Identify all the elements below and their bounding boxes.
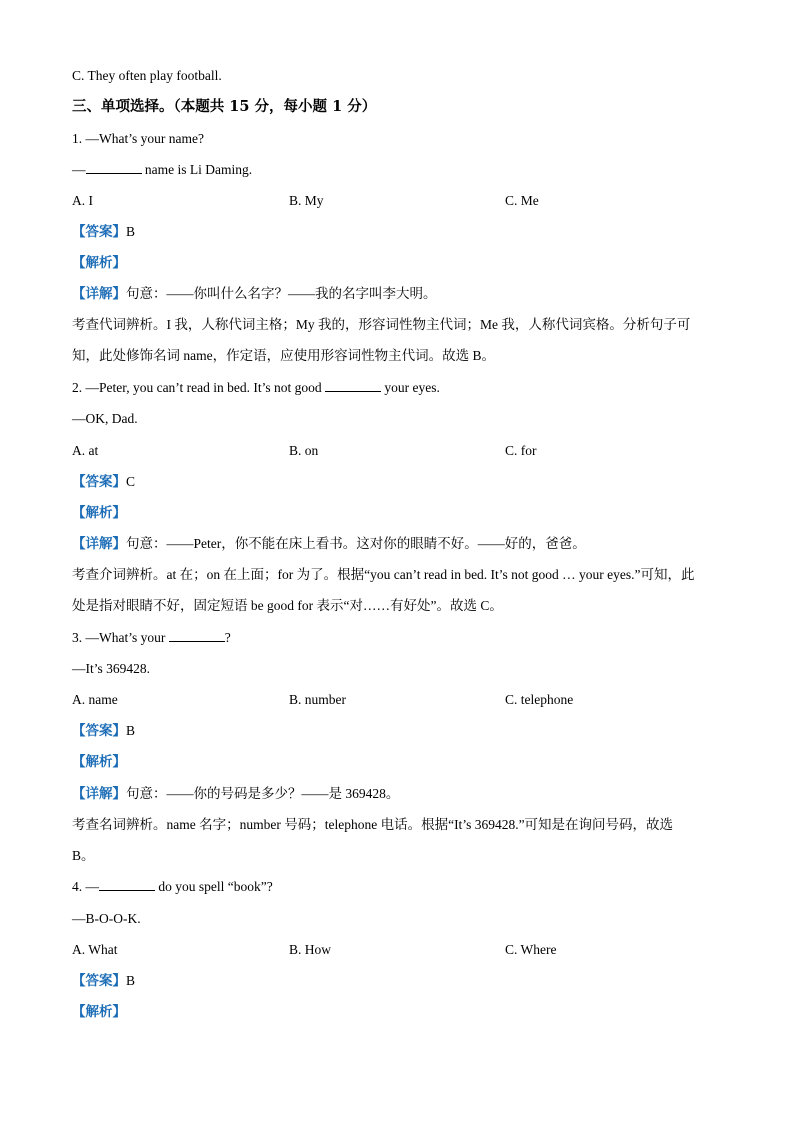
- question-4-blank: [99, 878, 155, 891]
- question-2-explanation-2: 处是指对眼睛不好，固定短语 be good for 表示“对……有好处”。故选 C。: [72, 598, 503, 613]
- question-2-option-a: A. at: [72, 443, 99, 458]
- question-1-answer-value: B: [126, 224, 136, 239]
- question-3-blank: [169, 629, 225, 642]
- question-3-detail-text: 句意：——你的号码是多少？——是 369428。: [126, 786, 400, 801]
- question-1-option-c: C. Me: [505, 193, 539, 208]
- question-4-answer-value: B: [126, 973, 136, 988]
- question-2-line-2: —OK, Dad.: [72, 411, 138, 426]
- question-1-line-2: [72, 161, 722, 179]
- analysis-label: 【解析】: [72, 1004, 126, 1019]
- question-1-option-b: B. My: [289, 193, 324, 208]
- question-3-explanation-2: B。: [72, 848, 95, 863]
- answer-label: 【答案】: [72, 474, 126, 489]
- question-4-stem-before: 4. —: [72, 879, 99, 894]
- question-1-stem: 1. —What’s your name?: [72, 131, 204, 146]
- question-2-answer: [72, 473, 722, 491]
- question-1-explanation-2: 知，此处修饰名词 name，作定语，应使用形容词性物主代词。故选 B。: [72, 348, 495, 363]
- question-4-analysis: [72, 1003, 722, 1021]
- question-3-answer: [72, 722, 722, 740]
- question-3-detail: [72, 785, 722, 803]
- question-1-dash: —: [72, 162, 86, 177]
- question-1-detail: [72, 285, 722, 303]
- question-2-stem: [72, 379, 722, 397]
- question-2-stem-before: 2. —Peter, you can’t read in bed. It’s not good: [72, 380, 326, 395]
- analysis-label: 【解析】: [72, 255, 126, 270]
- question-1-line-2-text: name is Li Daming.: [141, 162, 253, 177]
- question-4-option-a: A. What: [72, 942, 118, 957]
- question-3-line-2: —It’s 369428.: [72, 661, 151, 676]
- answer-label: 【答案】: [72, 723, 126, 738]
- question-3-option-a: A. name: [72, 692, 118, 707]
- analysis-label: 【解析】: [72, 505, 126, 520]
- question-3-explanation: 考查名词辨析。name 名字；number 号码；telephone 电话。根据“It’s 369428.”可知是在询问号码，故选: [72, 817, 674, 832]
- question-4-option-c: C. Where: [505, 942, 557, 957]
- question-1-analysis: [72, 254, 722, 272]
- question-3-stem-after: ?: [224, 630, 231, 645]
- carry-over-option-c: C. They often play football.: [72, 68, 222, 83]
- analysis-label: 【解析】: [72, 754, 126, 769]
- question-2-detail: [72, 535, 722, 553]
- question-4-answer: [72, 972, 722, 990]
- question-3-option-c: C. telephone: [505, 692, 574, 707]
- question-3-answer-value: B: [126, 723, 136, 738]
- detail-label: 【详解】: [72, 786, 126, 801]
- question-1-explanation: 考查代词辨析。I 我，人称代词主格；My 我的，形容词性物主代词；Me 我，人称代词宾格。分析句子可: [72, 317, 691, 332]
- question-3-stem: [72, 629, 722, 647]
- question-1-option-a: A. I: [72, 193, 93, 208]
- question-2-analysis: [72, 504, 722, 522]
- detail-label: 【详解】: [72, 286, 126, 301]
- question-1-detail-text: 句意：——你叫什么名字？——我的名字叫李大明。: [126, 286, 437, 301]
- question-3-stem-before: 3. —What’s your: [72, 630, 169, 645]
- question-2-detail-text: 句意：——Peter，你不能在床上看书。这对你的眼睛不好。——好的，爸爸。: [126, 536, 586, 551]
- question-4-stem: [72, 878, 722, 896]
- question-1-blank: [86, 161, 142, 174]
- answer-label: 【答案】: [72, 224, 126, 239]
- question-2-option-b: B. on: [289, 443, 319, 458]
- question-3-option-b: B. number: [289, 692, 346, 707]
- question-2-stem-after: your eyes.: [381, 380, 440, 395]
- question-1-answer: [72, 223, 722, 241]
- question-4-stem-after: do you spell “book”?: [155, 879, 273, 894]
- question-2-explanation: 考查介词辨析。at 在；on 在上面；for 为了。根据“you can’t read in bed. It’s not good … your eyes.”可知，此: [72, 567, 695, 582]
- question-2-option-c: C. for: [505, 443, 537, 458]
- question-4-option-b: B. How: [289, 942, 332, 957]
- question-2-answer-value: C: [126, 474, 136, 489]
- answer-label: 【答案】: [72, 973, 126, 988]
- question-2-blank: [325, 379, 381, 392]
- detail-label: 【详解】: [72, 536, 126, 551]
- section-title: 三、单项选择。（本题共 15 分，每小题 1 分）: [72, 98, 377, 115]
- question-4-line-2: —B-O-O-K.: [72, 911, 141, 926]
- question-3-analysis: [72, 753, 722, 771]
